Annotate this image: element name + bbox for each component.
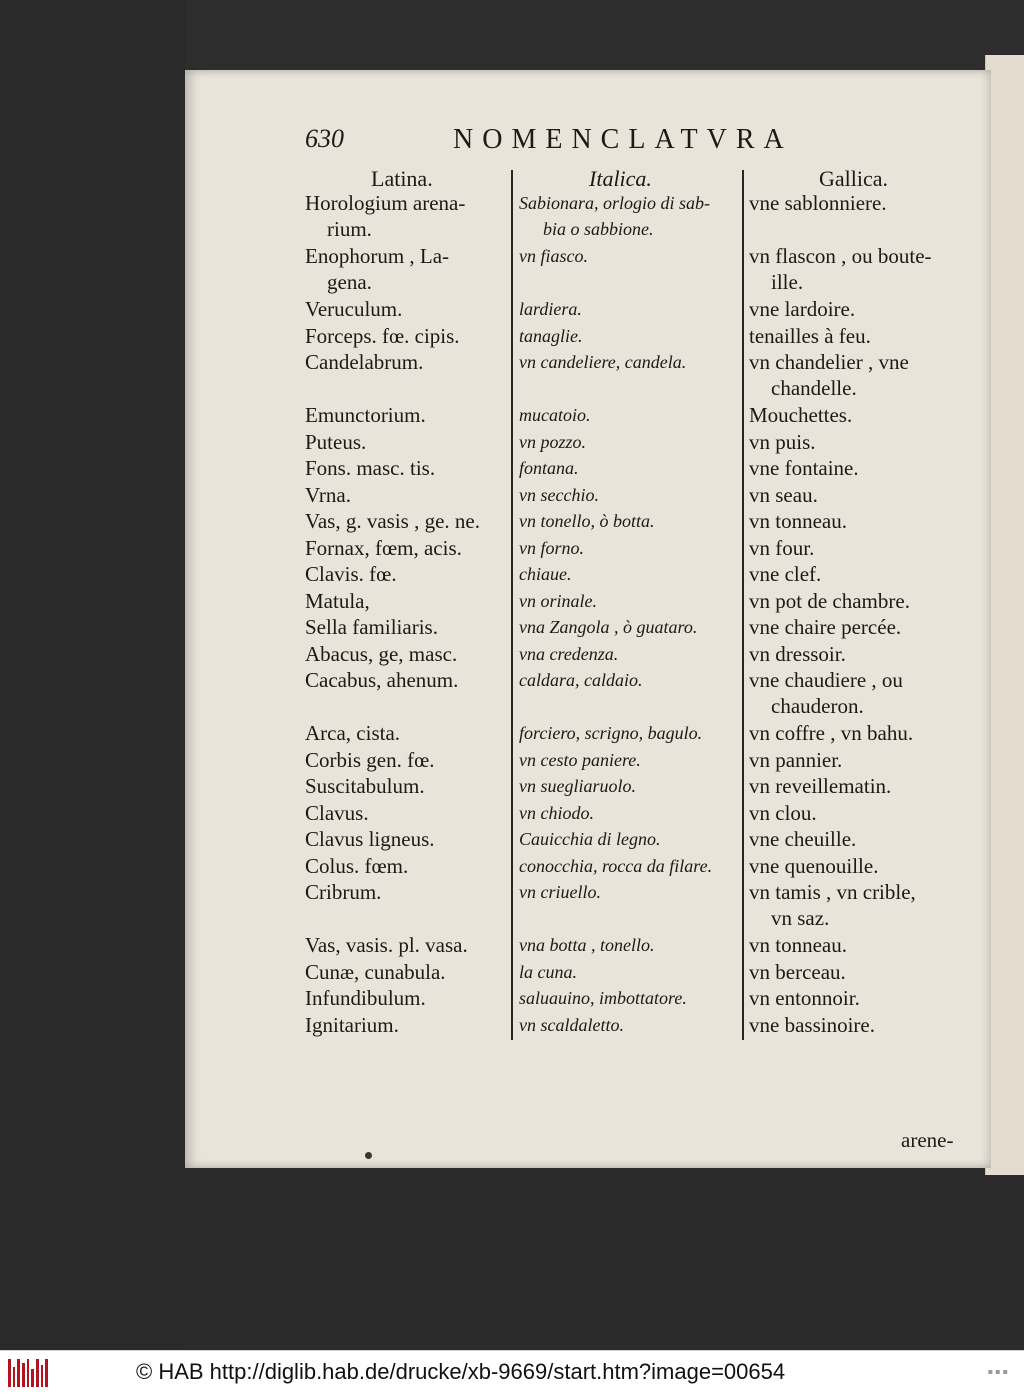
italian-term-line: vn scaldaletto. xyxy=(519,1014,624,1035)
latin-term-line: Puteus. xyxy=(305,429,367,454)
latin-term xyxy=(305,853,510,879)
latin-term-line: Cribrum. xyxy=(305,880,382,904)
french-term xyxy=(749,959,979,985)
page-header xyxy=(305,124,945,158)
latin-term xyxy=(305,588,510,614)
french-term-line: vne quenouille. xyxy=(749,853,879,878)
italian-term-line: mucatoio. xyxy=(519,405,591,425)
latin-term-line: Vas, vasis. pl. vasa. xyxy=(305,933,468,957)
italian-term-line: lardiera. xyxy=(519,299,582,319)
italian-term xyxy=(519,932,741,958)
book-page xyxy=(185,70,991,1168)
latin-term xyxy=(305,932,510,958)
latin-term-line: Cacabus, ahenum. xyxy=(305,668,459,692)
italian-term xyxy=(519,588,741,614)
french-term xyxy=(749,985,979,1011)
latin-term xyxy=(305,667,510,693)
italian-term-line: Sabionara, orlogio di sab- xyxy=(519,193,711,213)
latin-term xyxy=(305,243,510,295)
latin-term-line: Candelabrum. xyxy=(305,350,424,374)
italian-term-line: vn fiasco. xyxy=(519,246,588,266)
italian-term xyxy=(519,747,741,773)
italian-term-line: vna Zangola , ò guataro. xyxy=(519,617,698,637)
italian-term xyxy=(519,455,741,481)
french-term-line: vne lardoire. xyxy=(749,297,856,321)
copyright-url[interactable]: © HAB http://diglib.hab.de/drucke/xb-9669/start.htm?image=00654 xyxy=(136,1359,786,1384)
ink-dot xyxy=(365,1152,372,1159)
french-term xyxy=(749,614,979,640)
latin-term-line: Cunæ, cunabula. xyxy=(305,959,446,984)
italian-term-line: vn tonello, ò botta. xyxy=(519,511,655,531)
french-term-line: vn pot de chambre. xyxy=(749,588,910,613)
french-term-continuation: chandelle. xyxy=(771,376,857,400)
french-term xyxy=(749,561,979,587)
french-term-line: vn coffre , vn bahu. xyxy=(749,721,914,745)
italian-term xyxy=(519,985,741,1011)
french-term xyxy=(749,773,979,799)
italian-term xyxy=(519,879,741,905)
italian-term-line: caldara, caldaio. xyxy=(519,670,643,690)
latin-term xyxy=(305,323,510,349)
latin-term-line: Horologium arena- xyxy=(305,191,466,215)
french-term xyxy=(749,667,979,719)
latin-term xyxy=(305,879,510,905)
latin-term-line: Emunctorium. xyxy=(305,403,426,427)
italian-term xyxy=(519,826,741,852)
french-term-line: vne cheuille. xyxy=(749,827,857,851)
french-term-continuation: ille. xyxy=(771,270,804,294)
french-term-line: vn tonneau. xyxy=(749,509,847,533)
footer-bar xyxy=(0,1350,1024,1395)
italian-term-line: saluauino, imbottatore. xyxy=(519,988,687,1008)
french-term xyxy=(749,853,979,879)
french-term-line: vn clou. xyxy=(749,800,817,825)
italian-term-line: chiaue. xyxy=(519,564,572,584)
italian-term xyxy=(519,800,741,826)
background-top xyxy=(185,0,1024,70)
french-term-line: vn berceau. xyxy=(749,959,846,984)
latin-term xyxy=(305,720,510,746)
latin-term-line: Arca, cista. xyxy=(305,721,401,745)
latin-term-continuation: rium. xyxy=(327,217,372,241)
french-term xyxy=(749,296,979,322)
latin-term-line: Abacus, ge, masc. xyxy=(305,641,458,666)
latin-term xyxy=(305,296,510,322)
running-title: NOMENCLATVRA xyxy=(453,124,793,155)
latin-term xyxy=(305,508,510,534)
italian-term-line: vn secchio. xyxy=(519,484,599,505)
french-term xyxy=(749,826,979,852)
italian-term-line: Cauicchia di legno. xyxy=(519,829,661,849)
french-term-continuation: vn saz. xyxy=(771,906,830,930)
background-left xyxy=(0,0,185,1350)
latin-term-line: Fons. masc. tis. xyxy=(305,456,436,480)
french-term xyxy=(749,482,979,508)
italian-term-line: fontana. xyxy=(519,458,579,478)
italian-term-line: la cuna. xyxy=(519,961,577,982)
french-term xyxy=(749,535,979,561)
latin-term xyxy=(305,349,510,375)
french-term xyxy=(749,508,979,534)
french-term xyxy=(749,455,979,481)
french-term xyxy=(749,349,979,401)
latin-term xyxy=(305,535,510,561)
italian-term-line: vn criuello. xyxy=(519,882,601,902)
french-term-line: vn flascon , ou boute- xyxy=(749,244,932,268)
italian-term xyxy=(519,482,741,508)
french-term-line: vn seau. xyxy=(749,482,818,507)
latin-term xyxy=(305,959,510,985)
italian-term xyxy=(519,508,741,534)
italian-term xyxy=(519,243,741,269)
french-term xyxy=(749,800,979,826)
french-term xyxy=(749,190,979,216)
french-term-line: vn tonneau. xyxy=(749,933,847,957)
french-term-line: vn puis. xyxy=(749,429,816,454)
italian-term xyxy=(519,323,741,349)
italian-term xyxy=(519,429,741,455)
latin-term xyxy=(305,826,510,852)
french-term-line: Mouchettes. xyxy=(749,403,853,427)
french-term xyxy=(749,1012,979,1038)
latin-term xyxy=(305,985,510,1011)
latin-term xyxy=(305,641,510,667)
latin-term-continuation: gena. xyxy=(327,270,372,294)
french-term xyxy=(749,588,979,614)
french-term xyxy=(749,429,979,455)
italian-term-line: vn chiodo. xyxy=(519,802,594,823)
french-term xyxy=(749,879,979,931)
french-term xyxy=(749,747,979,773)
french-term-line: vne chaire percée. xyxy=(749,615,902,639)
french-term-line: vn dressoir. xyxy=(749,641,846,666)
italian-term xyxy=(519,614,741,640)
french-term-line: vn entonnoir. xyxy=(749,986,860,1010)
italian-term-line: vn forno. xyxy=(519,537,584,558)
latin-term-line: Suscitabulum. xyxy=(305,774,425,798)
french-term xyxy=(749,932,979,958)
italian-term xyxy=(519,1012,741,1038)
latin-term xyxy=(305,614,510,640)
italian-term-line: vn candeliere, candela. xyxy=(519,352,687,372)
page-number: 630 xyxy=(305,124,344,153)
french-term-line: vn four. xyxy=(749,535,815,560)
italian-term xyxy=(519,296,741,322)
latin-term-line: Ignitarium. xyxy=(305,1012,399,1037)
latin-term xyxy=(305,773,510,799)
italian-term-line: vn pozzo. xyxy=(519,431,586,452)
french-term-line: vn pannier. xyxy=(749,747,843,772)
latin-term-line: Fornax, fœm, acis. xyxy=(305,535,462,560)
french-term-line: vne clef. xyxy=(749,562,822,586)
italian-term-line: vn suegliaruolo. xyxy=(519,776,636,796)
latin-term-line: Vrna. xyxy=(305,482,351,507)
latin-term xyxy=(305,800,510,826)
french-term xyxy=(749,323,979,349)
latin-term-line: Clavus. xyxy=(305,800,369,825)
latin-term-line: Vas, g. vasis , ge. ne. xyxy=(305,509,480,533)
italian-term xyxy=(519,773,741,799)
italian-term xyxy=(519,402,741,428)
column-header-italian: Italica. xyxy=(589,166,652,191)
catchword: arene- xyxy=(901,1128,954,1152)
latin-term-line: Matula, xyxy=(305,588,370,613)
italian-term xyxy=(519,561,741,587)
italian-term-line: vna credenza. xyxy=(519,643,619,664)
latin-term xyxy=(305,1012,510,1038)
italian-term-line: tanaglie. xyxy=(519,325,583,346)
latin-term xyxy=(305,482,510,508)
hab-logo-icon xyxy=(8,1359,48,1387)
italian-term xyxy=(519,853,741,879)
latin-term xyxy=(305,561,510,587)
french-term-continuation: chauderon. xyxy=(771,694,864,718)
latin-term-line: Clavus ligneus. xyxy=(305,827,435,851)
french-term-line: vne bassinoire. xyxy=(749,1012,875,1037)
french-term-line: vne chaudiere , ou xyxy=(749,668,903,692)
french-term xyxy=(749,641,979,667)
latin-term xyxy=(305,429,510,455)
italian-term xyxy=(519,190,741,242)
french-term-line: tenailles à feu. xyxy=(749,323,871,348)
italian-term xyxy=(519,959,741,985)
latin-term xyxy=(305,455,510,481)
french-term xyxy=(749,402,979,428)
column-header-latin: Latina. xyxy=(371,166,433,191)
latin-term-line: Clavis. fœ. xyxy=(305,562,397,586)
french-term xyxy=(749,243,979,295)
footer-dots: ▪▪▪ xyxy=(987,1367,1010,1376)
latin-term xyxy=(305,747,510,773)
french-term xyxy=(749,720,979,746)
italian-term xyxy=(519,641,741,667)
italian-term-line: vn cesto paniere. xyxy=(519,749,641,770)
french-term-line: vne sablonniere. xyxy=(749,191,887,215)
italian-term xyxy=(519,535,741,561)
italian-term xyxy=(519,720,741,746)
latin-term xyxy=(305,402,510,428)
french-term-line: vn chandelier , vne xyxy=(749,350,909,374)
column-rule-right xyxy=(742,170,744,1040)
latin-term-line: Corbis gen. fœ. xyxy=(305,747,435,772)
italian-term xyxy=(519,349,741,375)
italian-term-line: forciero, scrigno, bagulo. xyxy=(519,723,703,743)
italian-term-line: vn orinale. xyxy=(519,590,597,611)
italian-term-continuation: bia o sabbione. xyxy=(543,219,654,239)
italian-term-line: vna botta , tonello. xyxy=(519,935,655,955)
latin-term xyxy=(305,190,510,242)
latin-term-line: Veruculum. xyxy=(305,297,403,321)
french-term-line: vn reveillematin. xyxy=(749,774,892,798)
french-term-line: vne fontaine. xyxy=(749,456,859,480)
latin-term-line: Forceps. fœ. cipis. xyxy=(305,323,460,348)
latin-term-line: Sella familiaris. xyxy=(305,615,438,639)
latin-term-line: Colus. fœm. xyxy=(305,853,409,878)
latin-term-line: Enophorum , La- xyxy=(305,244,450,268)
latin-term-line: Infundibulum. xyxy=(305,986,426,1010)
column-header-french: Gallica. xyxy=(819,166,889,191)
italian-term xyxy=(519,667,741,693)
column-rule-left xyxy=(511,170,513,1040)
italian-term-line: conocchia, rocca da filare. xyxy=(519,855,713,876)
french-term-line: vn tamis , vn crible, xyxy=(749,880,916,904)
